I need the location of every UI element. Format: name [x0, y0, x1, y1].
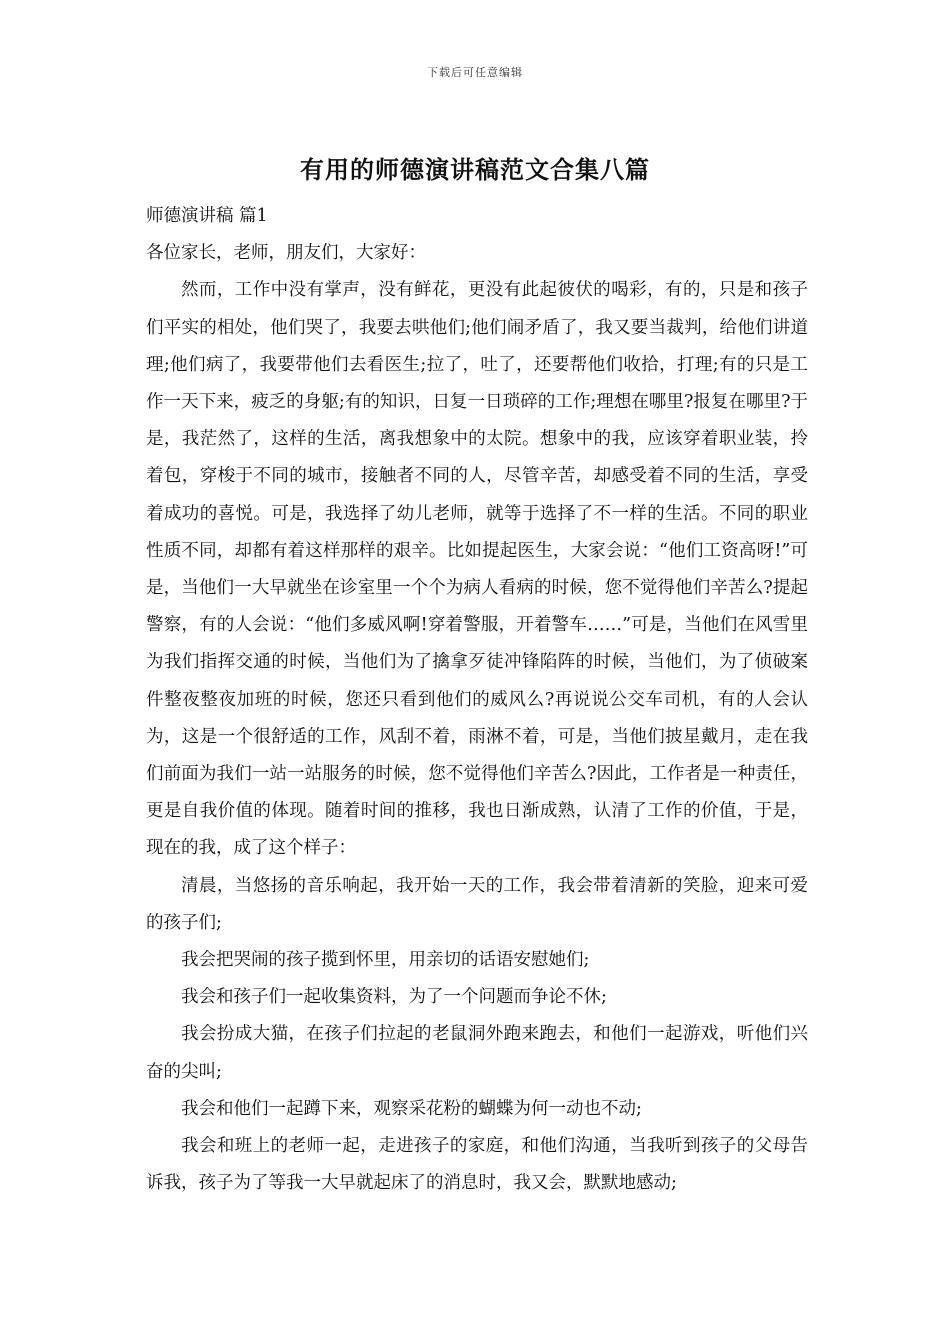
paragraph: 然而，工作中没有掌声，没有鲜花，更没有此起彼伏的喝彩，有的，只是和孩子们平实的相处，他们哭了，我要去哄他们;他们闹矛盾了，我又要当裁判，给他们讲道理;他们病了，我要带他们去看医生;拉了，吐了，还要帮他们收拾，打理;有的只是工作一天下来，疲乏的身躯;有的知识，日复一日琐碎的工作;理想在哪里?报复在哪里?于是，我茫然了，这样的生活，离我想象中的太院。想象中的我，应该穿着职业装，拎着包，穿梭于不同的城市，接触者不同的人，尽管辛苦，却感受着不同的生活，享受着成功的喜悦。可是，我选择了幼儿老师，就等于选择了不一样的生活。不同的职业性质不同，却都有着这样那样的艰辛。比如提起医生，大家会说：“他们工资高呀!”可是，当他们一大早就坐在诊室里一个个为病人看病的时候，您不觉得他们辛苦么?提起警察，有的人会说：“他们多威风啊!穿着警服，开着警车……”可是，当他们在风雪里为我们指挥交通的时候，当他们为了擒拿歹徒冲锋陷阵的时候，当他们，为了侦破案件整夜整夜加班的时候，您还只看到他们的威风么?再说说公交车司机，有的人会认为，这是一个很舒适的工作，风刮不着，雨淋不着，可是，当他们披星戴月，走在我们前面为我们一站一站服务的时候，您不觉得他们辛苦么?因此，工作者是一种责任，更是自我价值的体现。随着时间的推移，我也日渐成熟，认清了工作的价值，于是，现在的我，成了这个样子：	[146, 280, 808, 859]
header-note: 下载后可任意编辑	[427, 66, 523, 79]
paragraph: 我会把哭闹的孩子揽到怀里，用亲切的话语安慰她们;	[181, 950, 590, 971]
document-body	[146, 198, 808, 1202]
section-heading: 师德演讲稿 篇1	[146, 206, 268, 226]
paragraph: 我会和班上的老师一起，走进孩子的家庭，和他们沟通，当我听到孩子的父母告诉我，孩子为了等我一大早就起床了的消息时，我又会，默默地感动;	[146, 1136, 808, 1194]
paragraph: 清晨，当悠扬的音乐响起，我开始一天的工作，我会带着清新的笑脸，迎来可爱的孩子们;	[146, 875, 808, 933]
paragraph: 我会和孩子们一起收集资料，为了一个问题而争论不休;	[181, 987, 607, 1008]
paragraph: 我会和他们一起蹲下来，观察采花粉的蝴蝶为何一动也不动;	[181, 1098, 642, 1119]
greeting: 各位家长，老师，朋友们，大家好：	[146, 243, 426, 264]
document-title: 有用的师德演讲稿范文合集八篇	[300, 155, 650, 184]
paragraph: 我会扮成大猫，在孩子们拉起的老鼠洞外跑来跑去，和他们一起游戏，听他们兴奋的尖叫;	[146, 1024, 808, 1082]
